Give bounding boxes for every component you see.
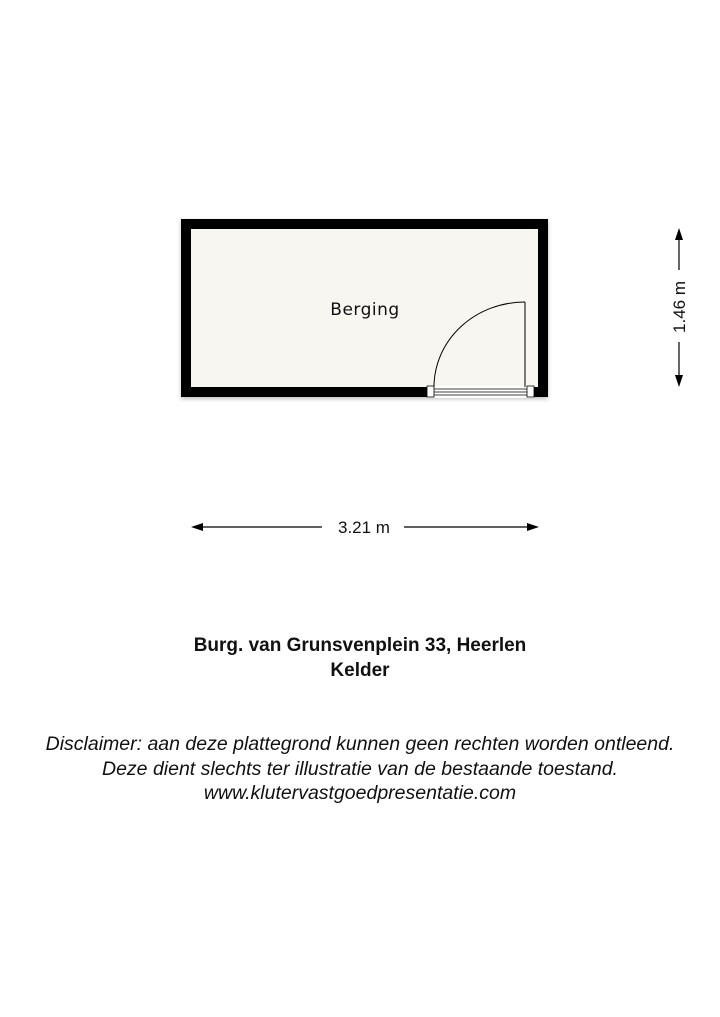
width-dimension xyxy=(191,518,539,537)
arrow-left-icon xyxy=(191,523,203,531)
height-label: 1.46 m xyxy=(670,281,689,333)
arrow-down-icon xyxy=(675,375,683,387)
width-label: 3.21 m xyxy=(338,518,390,537)
arrow-up-icon xyxy=(675,228,683,240)
disclaimer-line-1: Disclaimer: aan deze plattegrond kunnen geen rechten worden ontleend. xyxy=(45,733,675,755)
floor-title: Kelder xyxy=(330,660,390,681)
disclaimer-line-2: Deze dient slechts ter illustratie van de bestaande toestand. xyxy=(102,758,618,780)
website-text: www.klutervastgoedpresentatie.com xyxy=(203,782,517,804)
address-title: Burg. van Grunsvenplein 33, Heerlen xyxy=(193,635,527,656)
height-dimension xyxy=(670,228,689,387)
arrow-right-icon xyxy=(527,523,539,531)
room-label: Berging xyxy=(330,300,400,320)
